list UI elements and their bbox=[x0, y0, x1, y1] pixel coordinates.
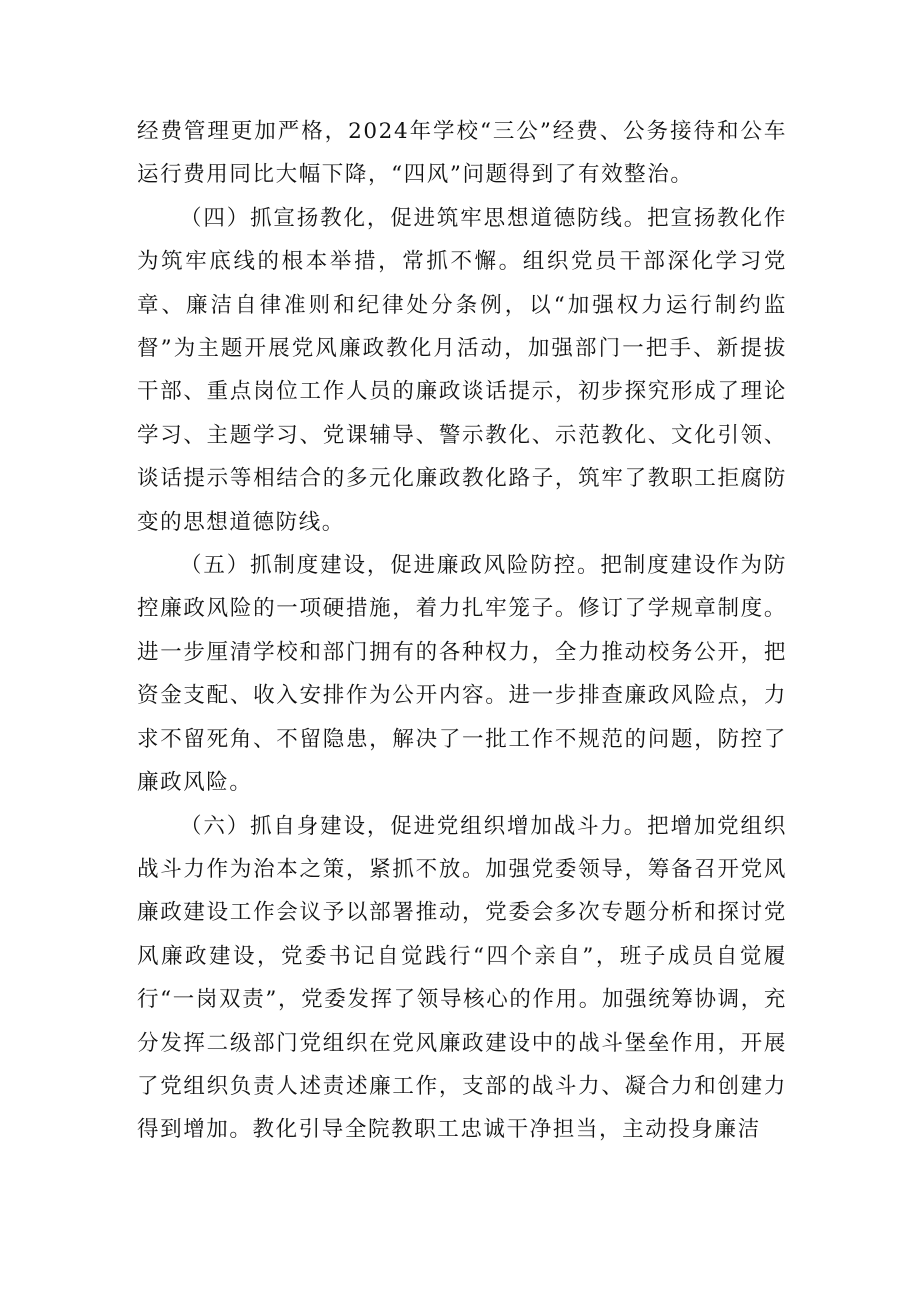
document-body bbox=[137, 110, 787, 1152]
paragraph-section-6: （六）抓自身建设，促进党组织增加战斗力。把增加党组织战斗力作为治本之策，紧抓不放。加强党委领导，筹备召开党风廉政建设工作会议予以部署推动，党委会多次专题分析和探讨党风廉政建设，党委书记自觉践行“四个亲自”，班子成员自觉履行“一岗双责”，党委发挥了领导核心的作用。加强统筹协调，充分发挥二级部门党组织在党风廉政建设中的战斗堡垒作用，开展了党组织负责人述责述廉工作，支部的战斗力、凝合力和创建力得到增加。教化引导全院教职工忠诚干净担当，主动投身廉洁 bbox=[137, 813, 787, 1143]
paragraph-section-4: （四）抓宣扬教化，促进筑牢思想道德防线。把宣扬教化作为筑牢底线的根本举措，常抓不懈。组织党员干部深化学习党章、廉洁自律准则和纪律处分条例，以“加强权力运行制约监督”为主题开展党风廉政教化月活动，加强部门一把手、新提拔干部、重点岗位工作人员的廉政谈话提示，初步探究形成了理论学习、主题学习、党课辅导、警示教化、示范教化、文化引领、谈话提示等相结合的多元化廉政教化路子，筑牢了教职工拒腐防变的思想道德防线。 bbox=[137, 205, 787, 535]
paragraph-section-5: （五）抓制度建设，促进廉政风险防控。把制度建设作为防控廉政风险的一项硬措施，着力扎牢笼子。修订了学规章制度。进一步厘清学校和部门拥有的各种权力，全力推动校务公开，把资金支配、收入安排作为公开内容。进一步排查廉政风险点，力求不留死角、不留隐患，解决了一批工作不规范的问题，防控了廉政风险。 bbox=[137, 553, 787, 796]
paragraph-continuation: 经费管理更加严格，2024年学校“三公”经费、公务接待和公车运行费用同比大幅下降，“四风”问题得到了有效整治。 bbox=[137, 119, 787, 188]
